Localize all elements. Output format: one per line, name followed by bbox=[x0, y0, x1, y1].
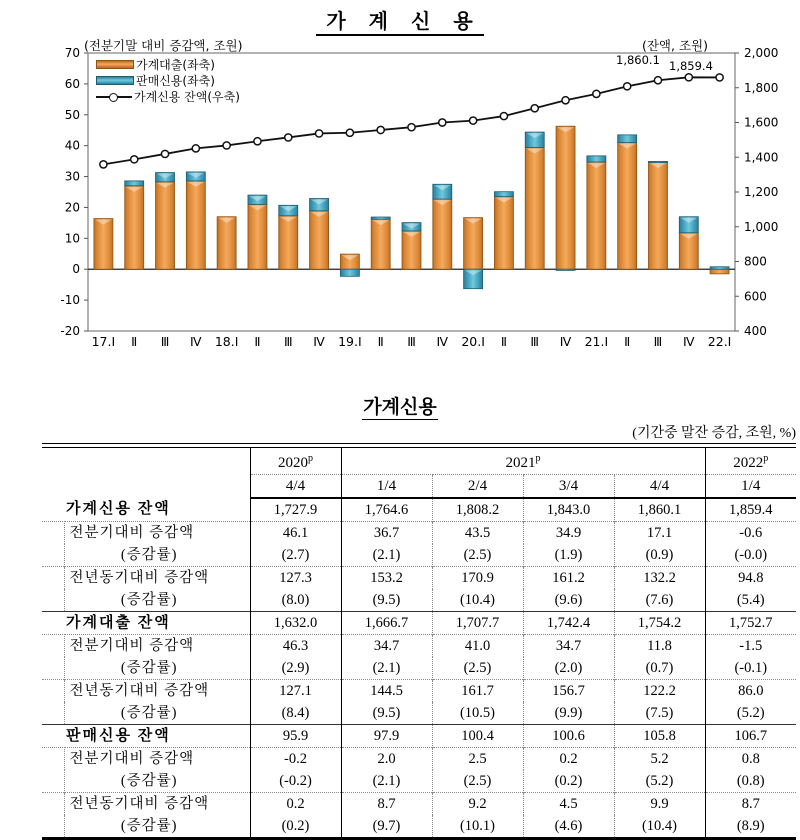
data-value: 17.1 bbox=[614, 522, 705, 545]
indent-cell bbox=[42, 657, 64, 680]
data-value: (0.2) bbox=[523, 770, 614, 793]
data-value: (5.2) bbox=[614, 770, 705, 793]
left-axis-tick-label: 60 bbox=[64, 76, 80, 91]
rate-row bbox=[42, 770, 796, 793]
row-label: 전분기대비 증감액 bbox=[64, 522, 250, 545]
data-value: (7.5) bbox=[614, 702, 705, 725]
balance-value: 1,764.6 bbox=[341, 498, 432, 522]
balance-value: 1,707.7 bbox=[432, 612, 523, 635]
right-axis-tick-label: 600 bbox=[744, 289, 767, 304]
legend-item-household-loans bbox=[96, 57, 240, 72]
data-value: 132.2 bbox=[614, 567, 705, 590]
data-value: (2.0) bbox=[523, 657, 614, 680]
year-header: 2021$^p$ bbox=[341, 448, 705, 475]
line-marker bbox=[161, 150, 168, 157]
balance-value: 100.4 bbox=[432, 725, 523, 748]
indent-cell bbox=[42, 748, 64, 771]
right-axis-tick-label: 400 bbox=[744, 324, 767, 338]
bar-household-loans bbox=[156, 182, 175, 269]
table-unit-note: (기간중 말잔 증감, 조원, %) bbox=[632, 426, 796, 441]
balance-value: 105.8 bbox=[614, 725, 705, 748]
balance-value: 106.7 bbox=[705, 725, 796, 748]
x-axis-label: 17.Ⅰ bbox=[91, 334, 116, 349]
left-axis-tick-label: -10 bbox=[60, 293, 80, 308]
x-axis-label: 20.Ⅰ bbox=[461, 334, 485, 349]
data-value: 0.2 bbox=[250, 793, 341, 816]
line-marker-swatch-icon bbox=[96, 92, 132, 102]
bar-merchandise-credit bbox=[494, 192, 513, 197]
data-value: 34.7 bbox=[523, 635, 614, 658]
left-axis-tick-label: 20 bbox=[64, 200, 80, 215]
data-value: 94.8 bbox=[705, 567, 796, 590]
left-axis-unit-note: (전분기말 대비 증감액, 조원) bbox=[84, 38, 243, 53]
data-value: 34.7 bbox=[341, 635, 432, 658]
data-value: (9.5) bbox=[341, 702, 432, 725]
line-marker bbox=[439, 119, 446, 126]
data-value: (2.7) bbox=[250, 544, 341, 567]
line-marker bbox=[685, 74, 692, 81]
left-axis-tick-label: 10 bbox=[64, 231, 80, 246]
indent-cell bbox=[42, 589, 64, 612]
line-marker bbox=[562, 97, 569, 104]
line-marker bbox=[131, 156, 138, 163]
data-value: (8.4) bbox=[250, 702, 341, 725]
indent-cell bbox=[42, 635, 64, 658]
bar-household-loans bbox=[125, 186, 144, 269]
line-marker bbox=[593, 90, 600, 97]
data-value: (9.6) bbox=[523, 589, 614, 612]
data-label-2022q1: 1,859.4 bbox=[669, 59, 713, 73]
legend-item-merchandise-credit bbox=[96, 73, 240, 88]
orange-bar-swatch-icon bbox=[96, 60, 134, 69]
bar-household-loans bbox=[433, 199, 452, 269]
change-row bbox=[42, 635, 796, 658]
bar-household-loans bbox=[464, 218, 483, 270]
indent-cell bbox=[42, 680, 64, 703]
data-value: (5.4) bbox=[736, 591, 765, 608]
left-axis-tick-label: 0 bbox=[72, 262, 80, 277]
x-axis-label: Ⅳ bbox=[436, 334, 449, 349]
line-marker bbox=[408, 124, 415, 131]
x-axis-label: Ⅲ bbox=[160, 334, 170, 349]
legend-item-credit-balance bbox=[96, 89, 240, 104]
legend-label: 판매신용(좌축) bbox=[136, 74, 215, 88]
chart-legend bbox=[96, 57, 240, 104]
data-value: 9.9 bbox=[614, 793, 705, 816]
blue-bar-swatch-icon bbox=[96, 76, 134, 85]
right-axis-tick-label: 1,800 bbox=[744, 80, 779, 95]
data-value: (-0.1) bbox=[734, 659, 768, 676]
left-axis-tick-label: 30 bbox=[64, 169, 80, 184]
balance-value: 1,752.7 bbox=[705, 612, 796, 635]
bar-merchandise-credit bbox=[710, 267, 729, 269]
quarter-header: 4/4 bbox=[614, 475, 705, 499]
row-label: (증감률) bbox=[64, 770, 250, 793]
left-axis-tick-label: 70 bbox=[64, 46, 80, 60]
line-marker bbox=[377, 126, 384, 133]
row-label: 전분기대비 증감액 bbox=[64, 748, 250, 771]
x-axis-label: Ⅱ bbox=[624, 334, 631, 349]
bar-household-loans bbox=[587, 162, 606, 269]
left-axis-tick-label: 50 bbox=[64, 107, 80, 122]
row-label: 전분기대비 증감액 bbox=[64, 635, 250, 658]
data-value: (1.9) bbox=[523, 544, 614, 567]
rate-row bbox=[42, 589, 796, 612]
line-marker bbox=[531, 105, 538, 112]
change-row bbox=[42, 793, 796, 816]
indent-cell bbox=[42, 544, 64, 567]
x-axis-label: Ⅳ bbox=[190, 334, 202, 349]
indent-cell bbox=[42, 770, 64, 793]
data-value: 5.2 bbox=[614, 748, 705, 771]
right-axis-tick-label: 2,000 bbox=[744, 46, 779, 60]
data-value: (5.2) bbox=[736, 704, 765, 721]
line-marker bbox=[254, 138, 261, 145]
data-value: (2.1) bbox=[341, 657, 432, 680]
line-marker bbox=[315, 130, 322, 137]
balance-value: 1,754.2 bbox=[614, 612, 705, 635]
section-balance-row bbox=[42, 612, 796, 635]
data-value: (0.9) bbox=[614, 544, 705, 567]
data-value: (8.0) bbox=[250, 589, 341, 612]
data-value: (4.6) bbox=[523, 815, 614, 839]
data-value: (9.9) bbox=[523, 702, 614, 725]
bar-household-loans bbox=[494, 197, 513, 270]
balance-value: 1,808.2 bbox=[432, 498, 523, 522]
balance-value: 1,727.9 bbox=[250, 498, 341, 522]
quarter-header: 2/4 bbox=[432, 475, 523, 499]
data-value: 144.5 bbox=[341, 680, 432, 703]
bar-merchandise-credit bbox=[648, 161, 667, 162]
data-value: 43.5 bbox=[432, 522, 523, 545]
year-header: 2020$^p$ bbox=[250, 448, 341, 475]
x-axis-label: Ⅱ bbox=[131, 334, 138, 349]
bar-household-loans bbox=[310, 211, 329, 269]
data-value: 41.0 bbox=[432, 635, 523, 658]
balance-value: 1,742.4 bbox=[523, 612, 614, 635]
data-value: 36.7 bbox=[341, 522, 432, 545]
data-value: (2.5) bbox=[432, 770, 523, 793]
bar-household-loans bbox=[525, 148, 544, 270]
data-value: (9.7) bbox=[341, 815, 432, 839]
data-value: 127.1 bbox=[250, 680, 341, 703]
balance-value: 1,632.0 bbox=[250, 612, 341, 635]
bar-household-loans bbox=[248, 204, 267, 269]
data-value: 46.3 bbox=[250, 635, 341, 658]
indent-cell bbox=[42, 702, 64, 725]
data-value: -0.6 bbox=[705, 522, 796, 545]
bar-household-loans bbox=[710, 269, 729, 274]
rate-row bbox=[42, 702, 796, 725]
section-balance-row bbox=[42, 498, 796, 522]
left-axis-tick-label: 40 bbox=[64, 138, 80, 153]
row-label: (증감률) bbox=[64, 544, 250, 567]
balance-value: 100.6 bbox=[523, 725, 614, 748]
balance-value: 1,859.4 bbox=[729, 501, 773, 518]
x-axis-label: Ⅲ bbox=[283, 334, 293, 349]
data-value: 127.3 bbox=[250, 567, 341, 590]
change-row bbox=[42, 680, 796, 703]
data-value: 0.8 bbox=[705, 748, 796, 771]
data-value: 161.7 bbox=[432, 680, 523, 703]
bar-merchandise-credit bbox=[371, 217, 390, 219]
line-marker bbox=[654, 77, 661, 84]
data-value: (2.1) bbox=[341, 544, 432, 567]
data-value: 34.9 bbox=[523, 522, 614, 545]
data-value: 86.0 bbox=[705, 680, 796, 703]
data-value: 46.1 bbox=[250, 522, 341, 545]
section-label: 판매신용 잔액 bbox=[42, 725, 250, 748]
data-value: -1.5 bbox=[705, 635, 796, 658]
data-value: (2.5) bbox=[432, 657, 523, 680]
chart-title: 가 계 신 용 bbox=[0, 5, 800, 34]
line-marker bbox=[100, 161, 107, 168]
right-axis-tick-label: 1,200 bbox=[744, 185, 779, 199]
data-value: (10.5) bbox=[432, 702, 523, 725]
section-balance-row bbox=[42, 725, 796, 748]
data-value: (7.6) bbox=[614, 589, 705, 612]
section-label: 가계신용 잔액 bbox=[42, 498, 250, 522]
right-axis-tick-label: 1,600 bbox=[744, 115, 779, 130]
data-value: (10.4) bbox=[614, 815, 705, 839]
indent-cell bbox=[42, 567, 64, 590]
change-row bbox=[42, 567, 796, 590]
data-value: (8.9) bbox=[736, 817, 765, 834]
section-label: 가계대출 잔액 bbox=[42, 612, 250, 635]
balance-value: 1,666.7 bbox=[341, 612, 432, 635]
x-axis-label: Ⅲ bbox=[653, 334, 663, 349]
data-value: 153.2 bbox=[341, 567, 432, 590]
data-value: (-0.0) bbox=[734, 546, 768, 563]
bar-merchandise-credit bbox=[125, 181, 144, 186]
table-wrapper bbox=[42, 443, 796, 840]
bar-household-loans bbox=[648, 162, 667, 269]
data-value: -0.2 bbox=[250, 748, 341, 771]
table-header-years bbox=[42, 448, 796, 475]
data-value: (-0.2) bbox=[250, 770, 341, 793]
data-value: 11.8 bbox=[614, 635, 705, 658]
right-axis-unit-note: (잔액, 조원) bbox=[641, 38, 708, 53]
data-value: 8.7 bbox=[341, 793, 432, 816]
data-value: 0.2 bbox=[523, 748, 614, 771]
change-row bbox=[42, 748, 796, 771]
line-marker bbox=[223, 142, 230, 149]
x-axis-label: Ⅱ bbox=[377, 334, 384, 349]
x-axis-label: Ⅲ bbox=[407, 334, 416, 349]
indent-cell bbox=[42, 793, 64, 816]
row-label: (증감률) bbox=[64, 657, 250, 680]
line-marker bbox=[500, 112, 507, 119]
line-marker bbox=[470, 117, 477, 124]
bar-household-loans bbox=[94, 219, 113, 270]
x-axis-label: 18.Ⅰ bbox=[214, 334, 239, 349]
household-credit-table-block bbox=[0, 392, 800, 840]
household-credit-chart bbox=[0, 0, 800, 366]
data-value: 2.0 bbox=[341, 748, 432, 771]
right-axis-tick-label: 1,400 bbox=[744, 150, 779, 165]
quarter-header: 1/4 bbox=[705, 475, 796, 499]
x-axis-label: Ⅱ bbox=[500, 334, 508, 349]
year-header: 2022$^p$ bbox=[705, 448, 796, 475]
bar-household-loans bbox=[618, 143, 637, 270]
balance-value: 1,860.1 bbox=[614, 498, 705, 522]
legend-label: 가계대출(좌축) bbox=[136, 58, 215, 72]
bar-merchandise-credit bbox=[587, 156, 606, 162]
x-axis-label: 22.Ⅰ bbox=[707, 334, 732, 349]
rate-row bbox=[42, 657, 796, 680]
x-axis-label: 19.Ⅰ bbox=[338, 334, 362, 349]
row-label: 전년동기대비 증감액 bbox=[64, 567, 250, 590]
row-label: 전년동기대비 증감액 bbox=[64, 680, 250, 703]
data-value: (9.5) bbox=[341, 589, 432, 612]
data-value: 170.9 bbox=[432, 567, 523, 590]
x-axis-label: Ⅱ bbox=[254, 334, 261, 349]
balance-value: 1,843.0 bbox=[523, 498, 614, 522]
bar-merchandise-credit bbox=[618, 135, 637, 143]
data-label-2021q4: 1,860.1 bbox=[616, 53, 660, 67]
data-value: 4.5 bbox=[523, 793, 614, 816]
line-marker bbox=[624, 83, 631, 90]
x-axis-label: Ⅲ bbox=[530, 334, 540, 349]
legend-label: 가계신용 잔액(우축) bbox=[134, 90, 240, 104]
change-row bbox=[42, 522, 796, 545]
quarter-header: 1/4 bbox=[341, 475, 432, 499]
x-axis-label: Ⅳ bbox=[683, 334, 695, 349]
row-label: (증감률) bbox=[64, 815, 250, 839]
household-credit-table bbox=[42, 447, 796, 840]
data-value: (10.4) bbox=[432, 589, 523, 612]
left-axis-tick-label: -20 bbox=[60, 324, 80, 338]
data-value: (10.1) bbox=[432, 815, 523, 839]
row-label: 전년동기대비 증감액 bbox=[64, 793, 250, 816]
line-marker bbox=[192, 145, 199, 152]
data-value: 2.5 bbox=[432, 748, 523, 771]
bar-household-loans bbox=[556, 126, 575, 269]
data-value: (0.7) bbox=[614, 657, 705, 680]
bar-merchandise-credit bbox=[556, 269, 575, 270]
x-axis-label: Ⅳ bbox=[559, 334, 572, 349]
table-title: 가계신용 bbox=[363, 397, 437, 418]
quarter-header: 4/4 bbox=[250, 475, 341, 499]
bar-household-loans bbox=[371, 219, 390, 269]
data-value: 156.7 bbox=[523, 680, 614, 703]
data-value: (2.9) bbox=[250, 657, 341, 680]
data-value: (0.8) bbox=[736, 772, 765, 789]
data-value: (0.2) bbox=[250, 815, 341, 839]
line-marker bbox=[716, 74, 723, 81]
balance-value: 95.9 bbox=[250, 725, 341, 748]
row-label: (증감률) bbox=[64, 702, 250, 725]
data-value: (2.5) bbox=[432, 544, 523, 567]
line-marker bbox=[346, 129, 353, 136]
bar-household-loans bbox=[186, 181, 205, 269]
x-axis-label: Ⅳ bbox=[313, 334, 325, 349]
row-label: (증감률) bbox=[64, 589, 250, 612]
line-marker bbox=[285, 134, 292, 141]
right-axis-tick-label: 1,000 bbox=[744, 219, 779, 234]
rate-row bbox=[42, 544, 796, 567]
indent-cell bbox=[42, 522, 64, 545]
data-value: 161.2 bbox=[523, 567, 614, 590]
data-value: 9.2 bbox=[432, 793, 523, 816]
bar-merchandise-credit bbox=[340, 269, 359, 276]
right-axis-tick-label: 800 bbox=[744, 254, 767, 269]
bar-household-loans bbox=[217, 217, 236, 270]
balance-value: 97.9 bbox=[341, 725, 432, 748]
data-value: (2.1) bbox=[341, 770, 432, 793]
bar-household-loans bbox=[279, 216, 298, 269]
header-empty-cell bbox=[42, 448, 250, 499]
x-axis-label: 21.Ⅰ bbox=[584, 334, 609, 349]
data-value: 8.7 bbox=[705, 793, 796, 816]
quarter-header: 3/4 bbox=[523, 475, 614, 499]
data-value: 122.2 bbox=[614, 680, 705, 703]
